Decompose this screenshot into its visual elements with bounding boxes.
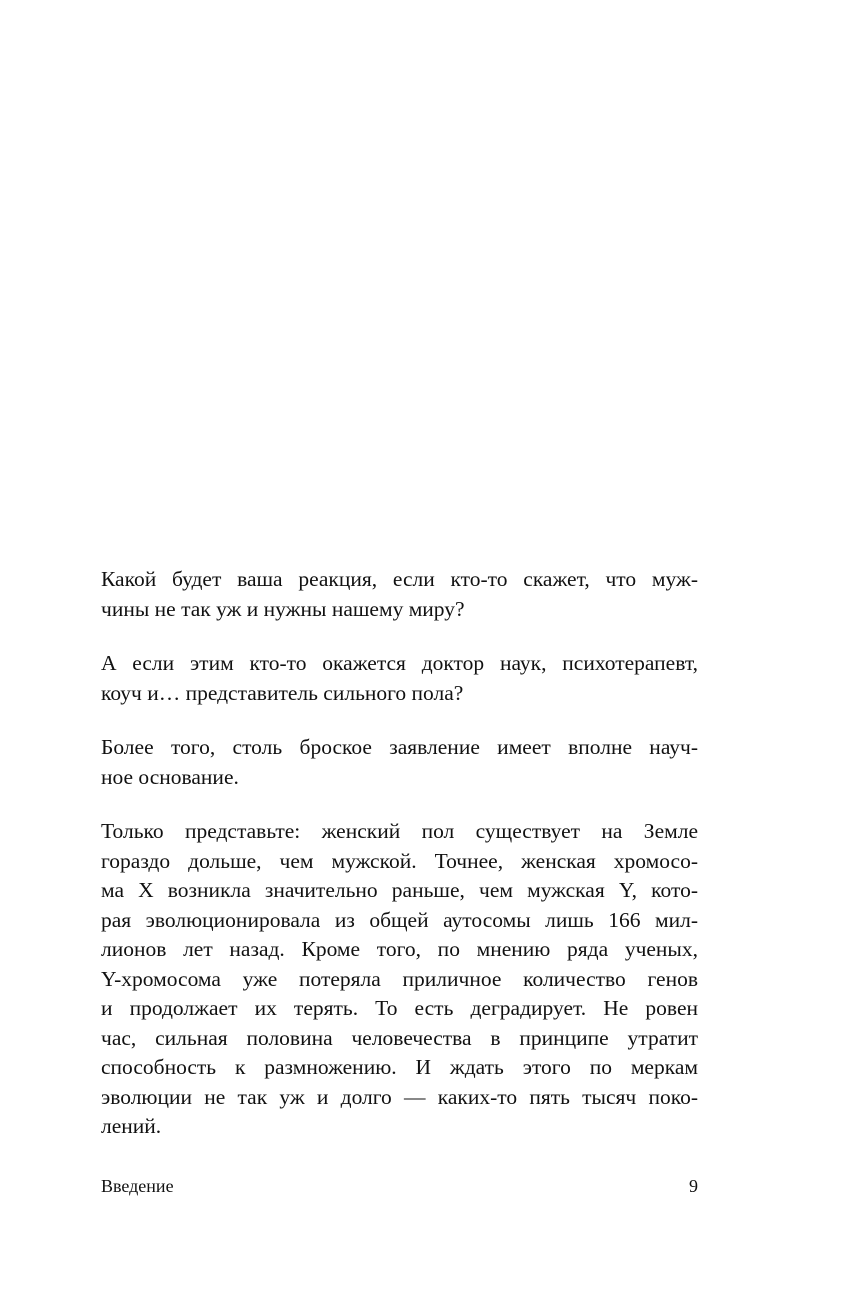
text-line: Y-хромосома уже потеряла приличное количество генов xyxy=(101,966,698,991)
text-line: гораздо дольше, чем мужской. Точнее, женская хромосо- xyxy=(101,848,698,873)
text-line: Какой будет ваша реакция, если кто-то скажет, что муж- xyxy=(101,567,698,591)
text-line: лений. xyxy=(101,1114,162,1138)
text-line: Только представьте: женский пол существует на Земле xyxy=(101,819,698,843)
text-line: ное основание. xyxy=(101,764,239,789)
paragraph-1 xyxy=(101,565,698,624)
text-line: лионов лет назад. Кроме того, по мнению ряда ученых, xyxy=(101,937,698,961)
text-line: способность к размножению. И ждать этого по меркам xyxy=(101,1055,698,1079)
paragraph-4 xyxy=(101,817,698,1142)
body-text xyxy=(101,565,698,1167)
paragraph-2 xyxy=(101,649,698,708)
page-footer xyxy=(101,1174,698,1198)
text-line: Более того, столь броское заявление имеет вполне науч- xyxy=(101,735,698,759)
text-line: и продолжает их терять. То есть деградирует. Не ровен xyxy=(101,996,698,1020)
text-line: коуч и… представитель сильного пола? xyxy=(101,680,464,705)
text-line: эволюции не так уж и долго — каких-то пять тысяч поко- xyxy=(101,1084,698,1109)
text-line: чины не так уж и нужны нашему миру? xyxy=(101,596,465,621)
text-line: А если этим кто-то окажется доктор наук, психотерапевт, xyxy=(101,651,698,675)
text-line: рая эволюционировала из общей аутосомы лишь 166 мил- xyxy=(101,907,698,932)
page-number: 9 xyxy=(689,1176,698,1196)
text-line: ма X возникла значительно раньше, чем мужская Y, кото- xyxy=(101,878,698,902)
paragraph-3 xyxy=(101,733,698,792)
running-footer-section: Введение xyxy=(101,1176,174,1196)
text-line: час, сильная половина человечества в принципе утратит xyxy=(101,1025,698,1050)
